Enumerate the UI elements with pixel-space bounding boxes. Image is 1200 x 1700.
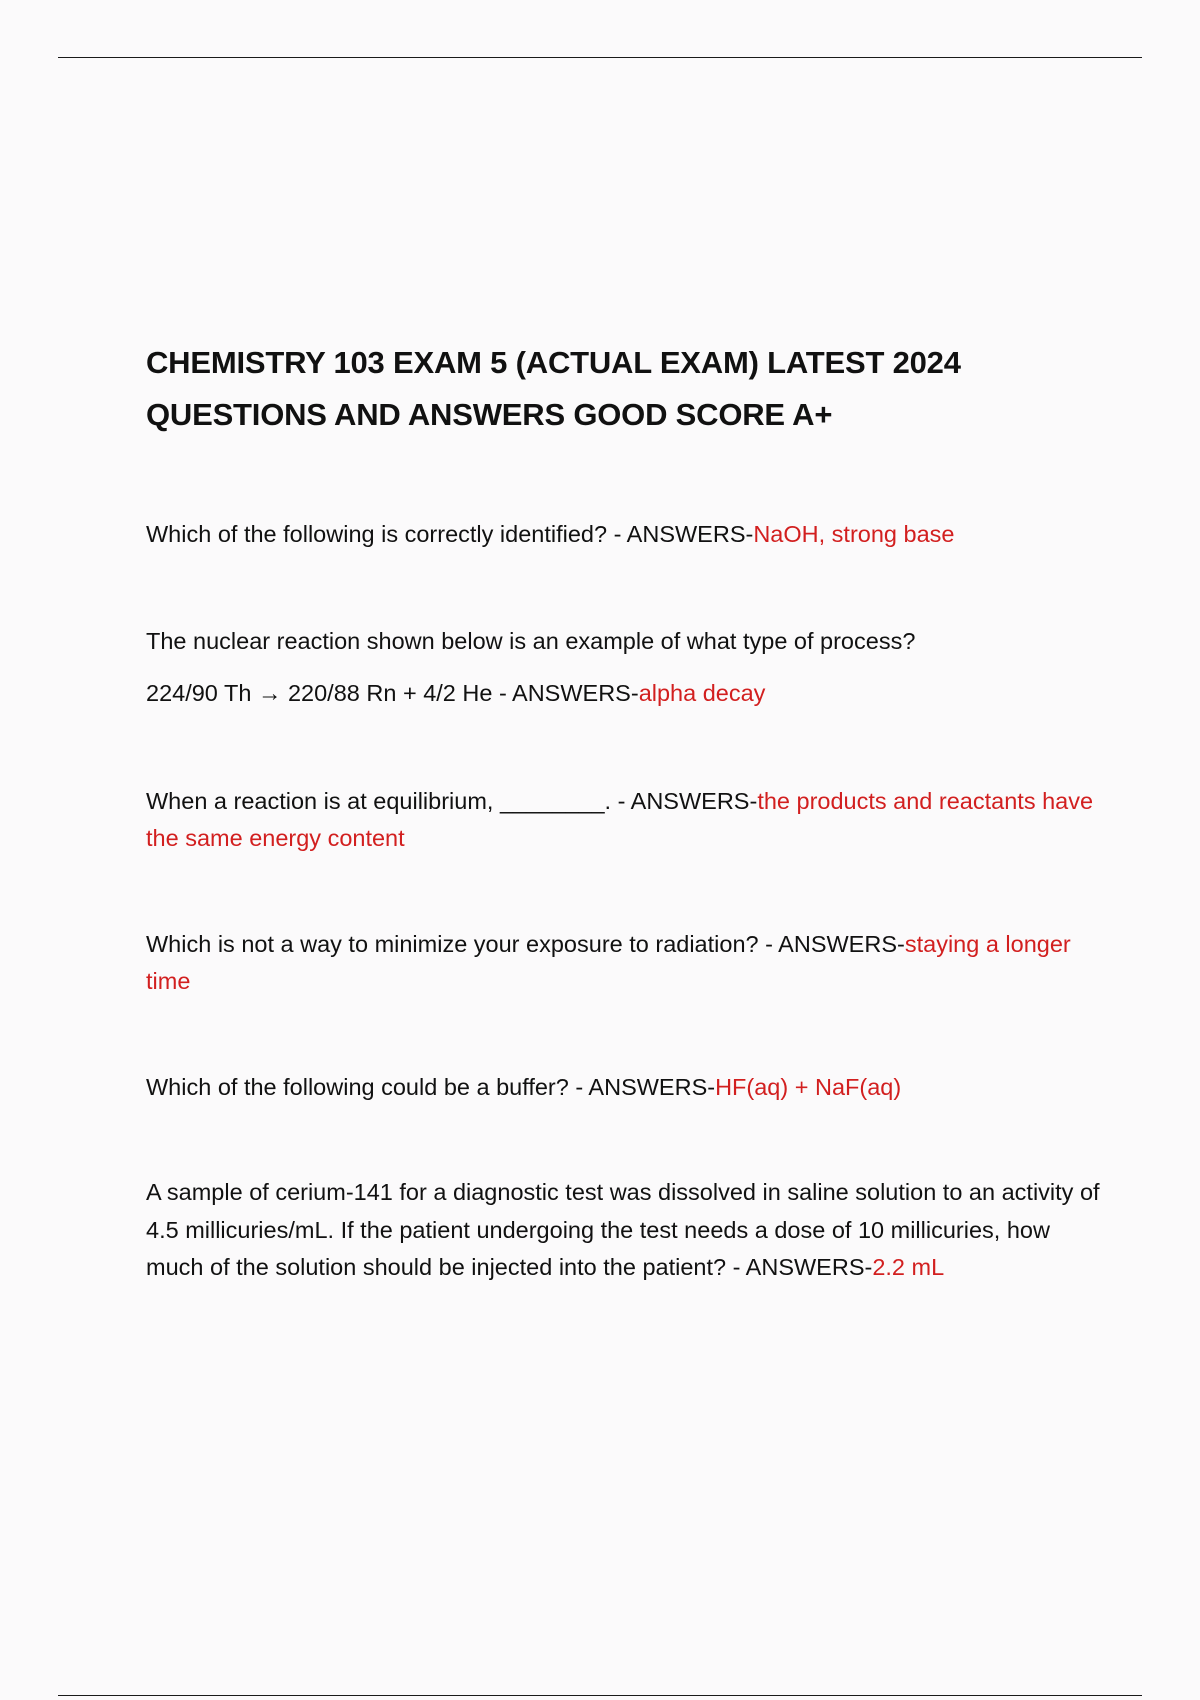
qa-item-3 [146, 783, 1106, 858]
qa-item-6 [146, 1174, 1106, 1287]
answer-prefix: - ANSWERS- [765, 930, 905, 957]
question-text: Which is not a way to minimize your exposure to radiation? [146, 930, 759, 957]
qa-item-1 [146, 516, 1106, 554]
question-text: When a reaction is at equilibrium, ________. [146, 787, 612, 814]
footer-rule [58, 1695, 1142, 1696]
answer-text: alpha decay [638, 680, 766, 706]
question-text: Which of the following could be a buffer? [146, 1073, 569, 1100]
answer-prefix: - ANSWERS- [617, 787, 758, 814]
document-body [146, 337, 1106, 1287]
answer-text: the products and reactants have the same energy content [146, 787, 1094, 851]
answer-text: HF(aq) + NaF(aq) [715, 1073, 902, 1100]
answer-text: NaOH, strong base [753, 521, 955, 547]
page-title: CHEMISTRY 103 EXAM 5 (ACTUAL EXAM) LATEST 2024 QUESTIONS AND ANSWERS GOOD SCORE A+ [146, 345, 961, 432]
qa-item-4 [146, 926, 1106, 1001]
reaction-equation: 224/90 Th → 220/88 Rn + 4/2 He [146, 680, 493, 706]
question-text: Which of the following is correctly identified? [146, 521, 608, 547]
qa-item-2 [146, 623, 1106, 713]
answer-prefix: - ANSWERS- [575, 1073, 716, 1100]
answer-prefix: - ANSWERS- [498, 680, 639, 706]
header-rule [58, 57, 1142, 58]
answer-prefix: - ANSWERS- [732, 1254, 873, 1280]
answer-prefix: - ANSWERS- [613, 521, 754, 547]
question-text: A sample of cerium-141 for a diagnostic test was dissolved in saline solution to an activity of 4.5 millicuries/mL. If the patient undergoing the test needs a dose of 10 millicuries, how much of the solution should be injected into the patient? [146, 1179, 1100, 1280]
question-text: The nuclear reaction shown below is an example of what type of process? [146, 627, 916, 654]
answer-text: staying a longer time [146, 930, 1071, 994]
answer-text: 2.2 mL [872, 1254, 945, 1280]
qa-item-5 [146, 1069, 1106, 1107]
